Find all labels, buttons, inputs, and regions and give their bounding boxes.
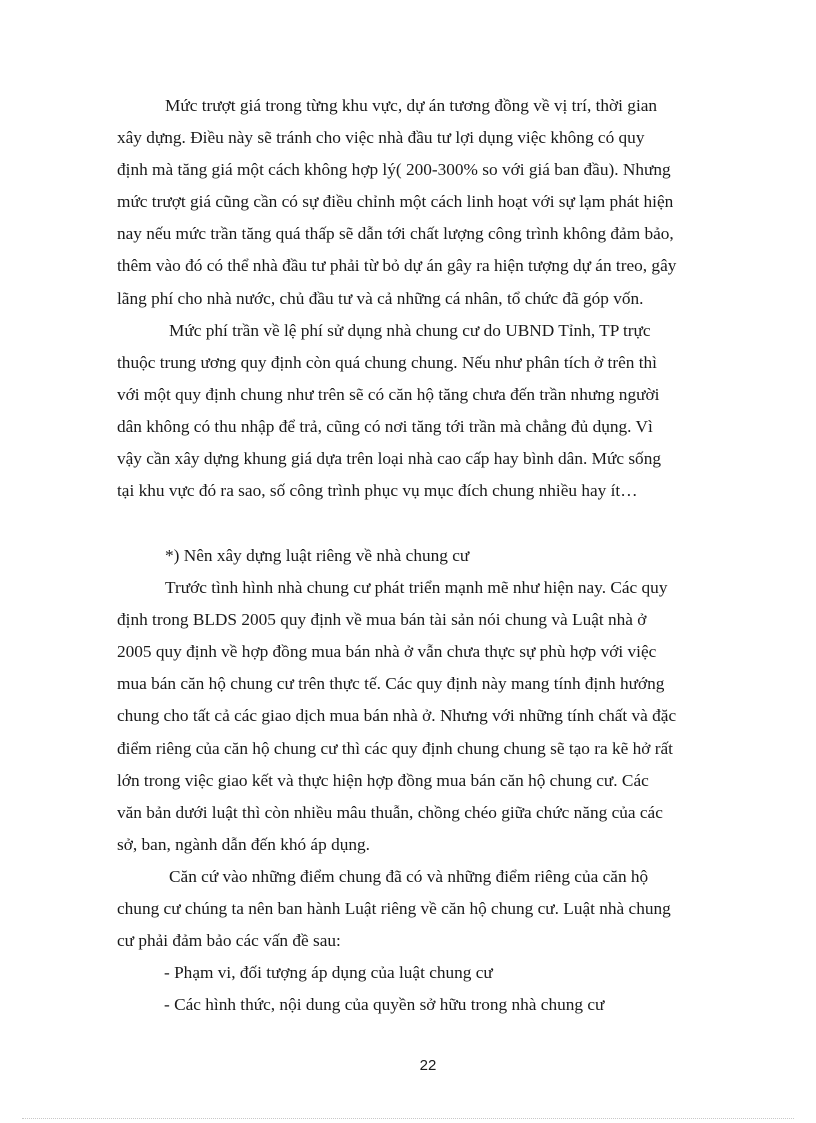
text-line: lớn trong việc giao kết và thực hiện hợp đồng mua bán căn hộ chung cư. Các [117,770,649,790]
paragraph-price-escalation [117,90,717,315]
text-line: Trước tình hình nhà chung cư phát triển mạnh mẽ như hiện nay. Các quy [165,578,668,598]
text-line: xây dựng. Điều này sẽ tránh cho việc nhà đầu tư lợi dụng việc không có quy [117,128,645,148]
text-line: chung cư chúng ta nên ban hành Luật riêng về căn hộ chung cư. Luật nhà chung [117,899,671,919]
text-line: điểm riêng của căn hộ chung cư thì các quy định chung chung sẽ tạo ra kẽ hở rất [117,738,673,758]
text-line: Mức trượt giá trong từng khu vực, dự án tương đồng về vị trí, thời gian [165,96,658,115]
text-line: văn bản dưới luật thì còn nhiều mâu thuẫn, chồng chéo giữa chức năng của các [117,802,663,822]
text-line: Căn cứ vào những điểm chung đã có và những điểm riêng của căn hộ [169,866,649,886]
text-line: 2005 quy định về hợp đồng mua bán nhà ở vẫn chưa thực sự phù hợp với việc [117,642,657,662]
text-line: mua bán căn hộ chung cư trên thực tế. Các quy định này mang tính định hướng [117,674,665,694]
text-line: với một quy định chung như trên sẽ có căn hộ tăng chưa đến trần nhưng người [117,385,660,405]
text-line: lãng phí cho nhà nước, chủ đầu tư và cả những cá nhân, tổ chức đã góp vốn. [117,288,644,308]
bullet-item: - Phạm vi, đối tượng áp dụng của luật chung cư [164,963,493,983]
bullet-item: - Các hình thức, nội dung của quyền sở hữu trong nhà chung cư [164,995,605,1015]
text-line: vậy cần xây dựng khung giá dựa trên loại nhà cao cấp hay bình dân. Mức sống [117,449,661,469]
text-line: thêm vào đó có thể nhà đầu tư phải từ bỏ dự án gây ra hiện tượng dự án treo, gây [117,256,677,276]
text-line: nay nếu mức trần tăng quá thấp sẽ dẫn tới chất lượng công trình không đảm bảo, [117,224,674,244]
section-separate-law [117,540,717,1021]
text-line: định trong BLDS 2005 quy định về mua bán tài sản nói chung và Luật nhà ở [117,610,647,630]
text-line: định mà tăng giá một cách không hợp lý( 200-300% so với giá ban đầu). Nhưng [117,160,671,180]
text-line: tại khu vực đó ra sao, số công trình phục vụ mục đích chung nhiều hay ít… [117,481,638,501]
text-line: mức trượt giá cũng cần có sự điều chỉnh một cách linh hoạt với sự lạm phát hiện [117,192,674,212]
footer-divider [22,1118,794,1119]
text-line: Mức phí trần về lệ phí sử dụng nhà chung cư do UBND Tỉnh, TP trực [169,321,651,340]
section-heading: *) Nên xây dựng luật riêng về nhà chung cư [165,546,470,565]
text-line: sở, ban, ngành dẫn đến khó áp dụng. [117,834,370,854]
text-line: chung cho tất cả các giao dịch mua bán nhà ở. Nhưng với những tính chất và đặc [117,706,677,726]
text-line: dân không có thu nhập để trả, cũng có nơi tăng tới trần mà chẳng đủ dụng. Vì [117,417,653,437]
text-line: thuộc trung ương quy định còn quá chung chung. Nếu như phân tích ở trên thì [117,353,657,373]
text-line: cư phải đảm bảo các vấn đề sau: [117,931,341,951]
paragraph-fee-ceiling [117,315,717,508]
page-number: 22 [419,1057,437,1074]
